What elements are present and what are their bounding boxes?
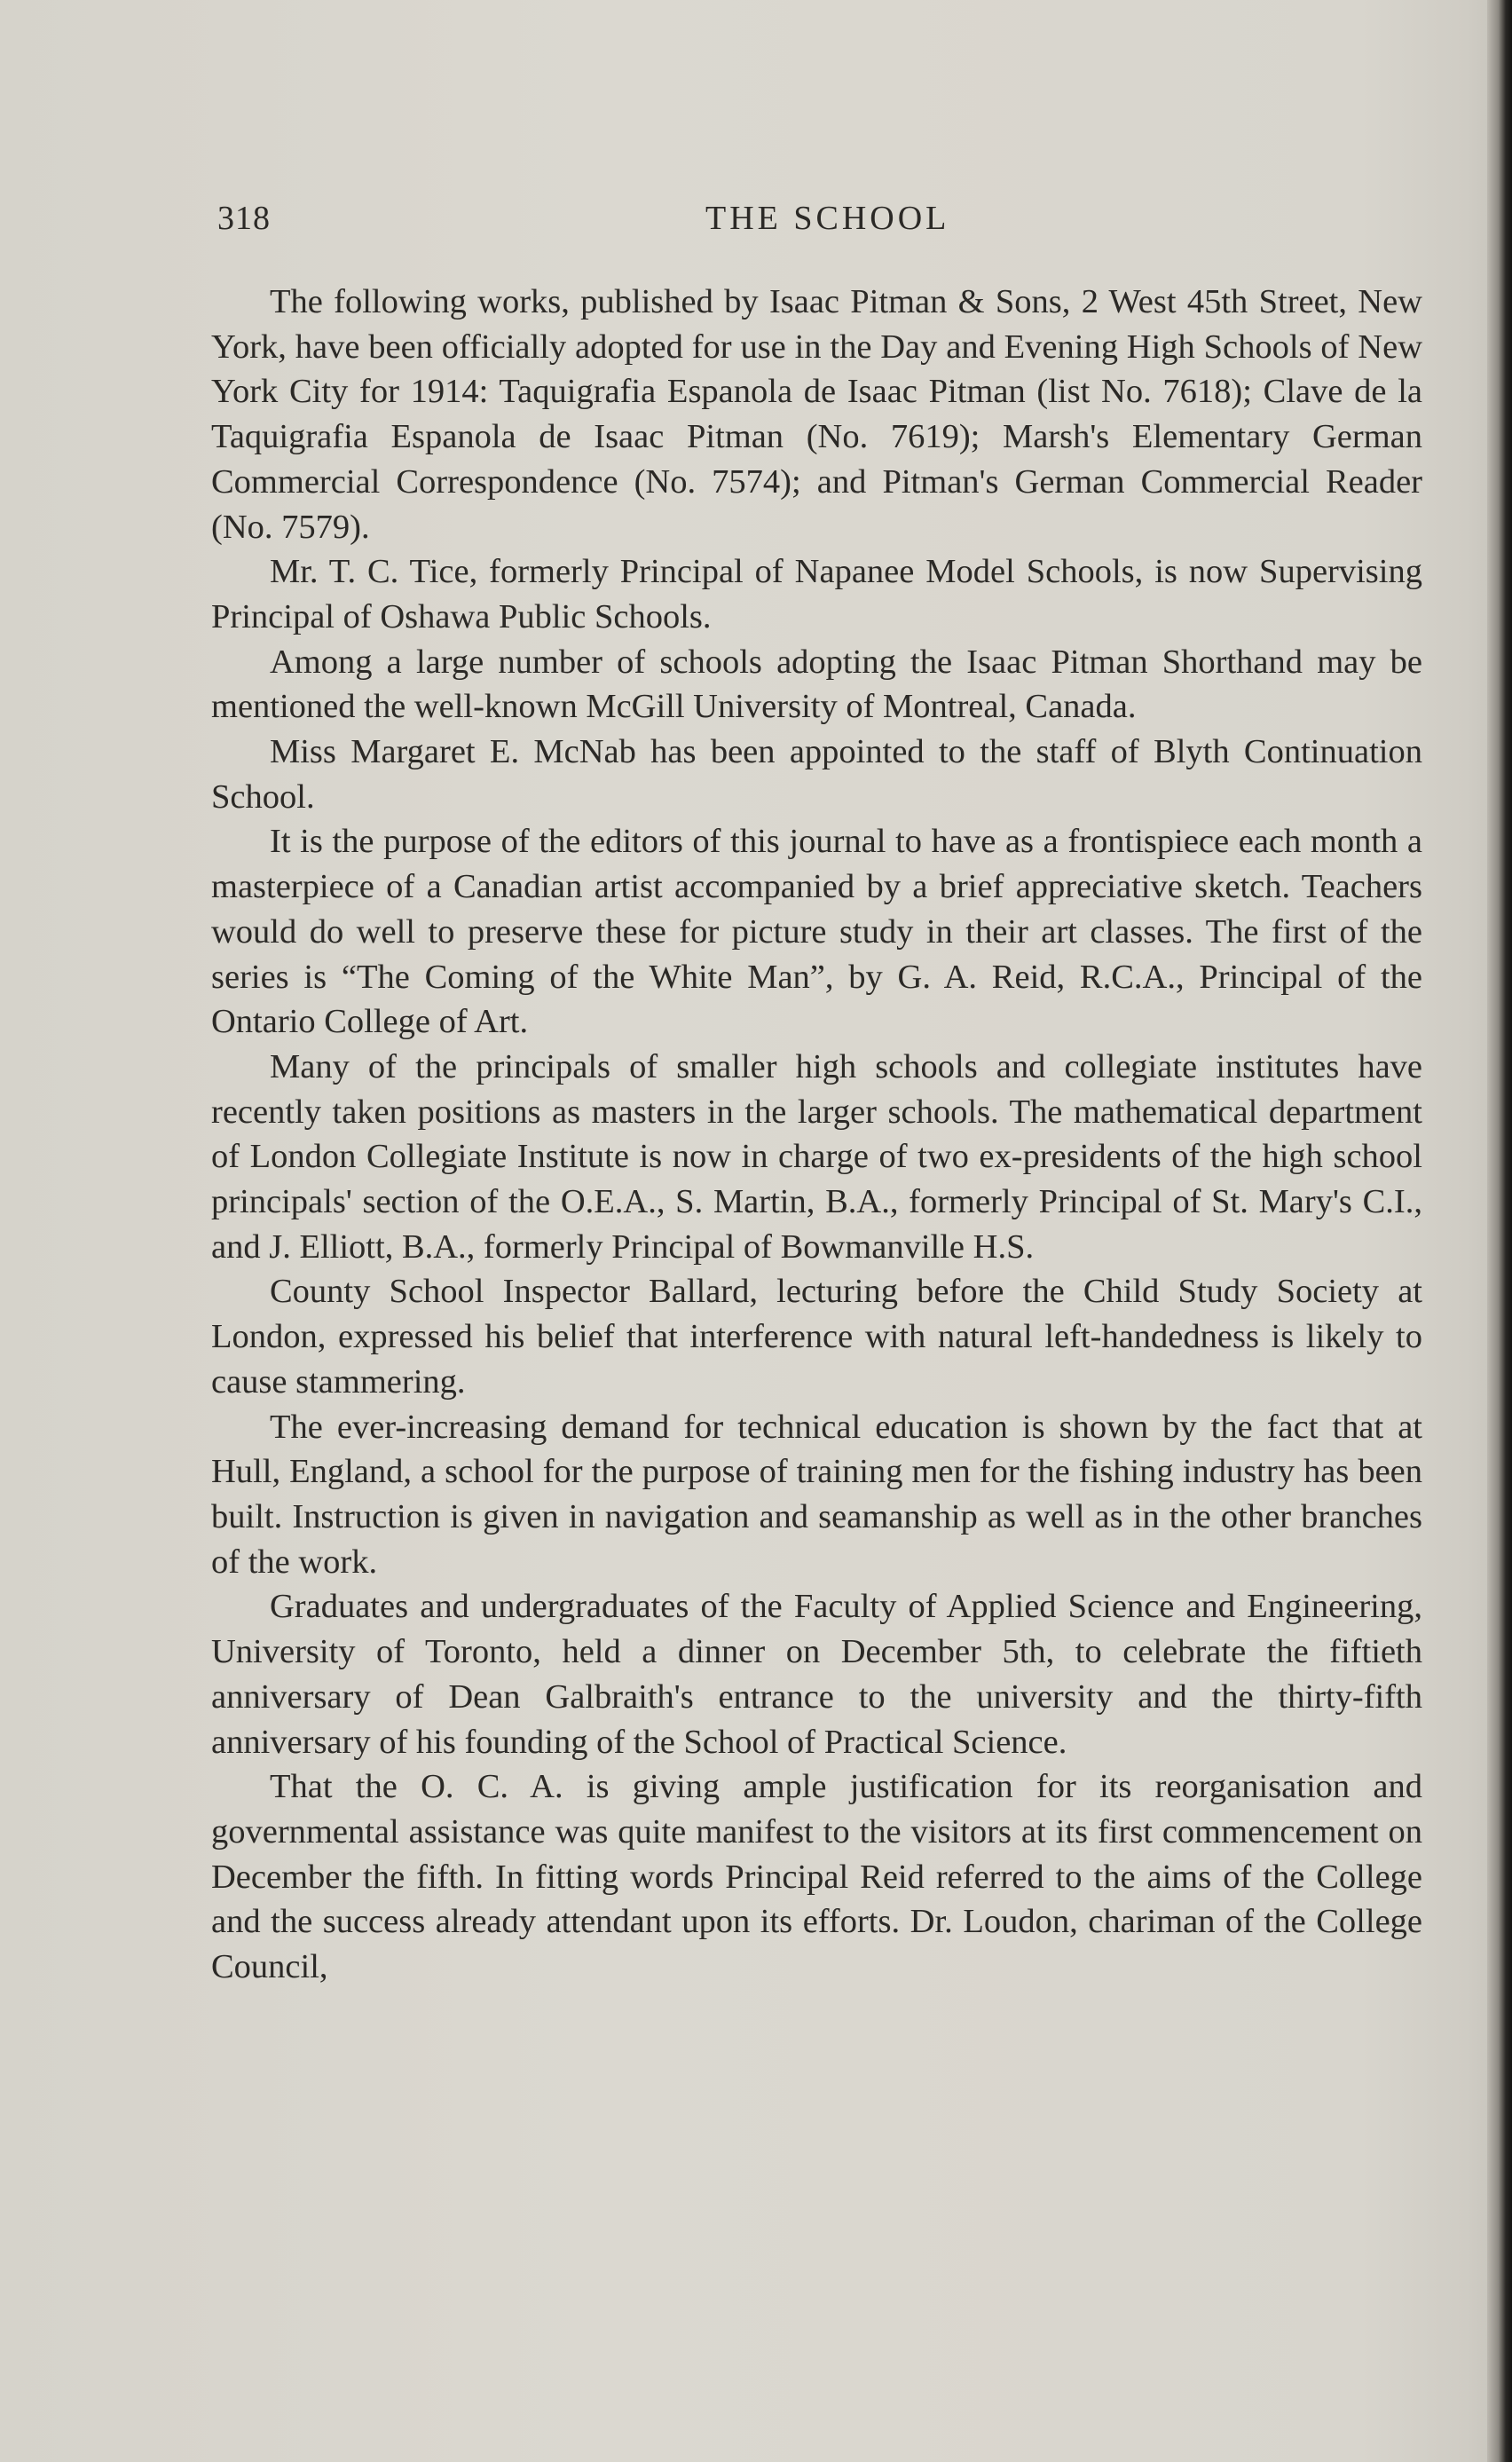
page-number: 318 bbox=[217, 200, 271, 237]
article-body bbox=[211, 280, 1422, 1990]
paragraph-oca: That the O. C. A. is giving ample justification for its reorganisation and governmental assistance was quite manifest to the visitors at its first commencement on December the fifth. In fitting words Principal Reid referred to the aims of the College and the success already attendant upon its efforts. Dr. Loudon, chariman of the College Council, bbox=[211, 1768, 1422, 1986]
paragraph-galbraith: Graduates and undergraduates of the Faculty of Applied Science and Engineering, University of Toronto, held a dinner on December 5th, to celebrate the fiftieth anniversary of Dean Galbraith's entrance to the university and the thirty-fifth anniversary of his founding of the School of Practical Science. bbox=[211, 1588, 1422, 1761]
paragraph-frontispiece: It is the purpose of the editors of this journal to have as a frontispiece each month a masterpiece of a Canadian artist accompanied by a brief appreciative sketch. Teachers would do well to preserve these for picture study in their art classes. The first of the series is “The Coming of the White Man”, by G. A. Reid, R.C.A., Principal of the Ontario College of Art. bbox=[211, 823, 1422, 1041]
paragraph-pitman-works: The following works, published by Isaac Pitman & Sons, 2 West 45th Street, New York, have been officially adopted for use in the Day and Evening High Schools of New York City for 1914: Taquigrafia Espanola de Isaac Pitman (list No. 7618); Clave de la Taquigrafia Espanola de Isaac Pitman (No. 7619); Marsh's Elementary German Commercial Correspondence (No. 7574); and Pitman's German Commercial Reader (No. 7579). bbox=[211, 283, 1422, 546]
paragraph-principals: Many of the principals of smaller high schools and collegiate institutes have recently taken positions as masters in the larger schools. The mathematical department of London Collegiate Institute is now in charge of two ex-presidents of the high school principals' section of the O.E.A., S. Martin, B.A., formerly Principal of St. Mary's C.I., and J. Elliott, B.A., formerly Principal of Bowmanville H.S. bbox=[211, 1047, 1422, 1266]
book-spine-edge bbox=[1487, 0, 1512, 2462]
paragraph-technical-education: The ever-increasing demand for technical education is shown by the fact that at Hull, England, a school for the purpose of training men for the fishing industry has been built. Instruction is given in navigation and seamanship as well as in the other branches of the work. bbox=[211, 1408, 1422, 1581]
page-header bbox=[217, 193, 1424, 243]
paragraph-mcnab: Miss Margaret E. McNab has been appointed to the staff of Blyth Continuation School. bbox=[211, 733, 1422, 816]
paragraph-tice: Mr. T. C. Tice, formerly Principal of Napanee Model Schools, is now Supervising Principal of Oshawa Public Schools. bbox=[211, 553, 1422, 635]
paragraph-mcgill-shorthand: Among a large number of schools adopting the Isaac Pitman Shorthand may be mentioned the well-known McGill University of Montreal, Canada. bbox=[211, 643, 1422, 726]
running-title: THE SCHOOL bbox=[705, 200, 950, 237]
paragraph-ballard: County School Inspector Ballard, lecturing before the Child Study Society at London, expressed his belief that interference with natural left-handedness is likely to cause stammering. bbox=[211, 1273, 1422, 1401]
